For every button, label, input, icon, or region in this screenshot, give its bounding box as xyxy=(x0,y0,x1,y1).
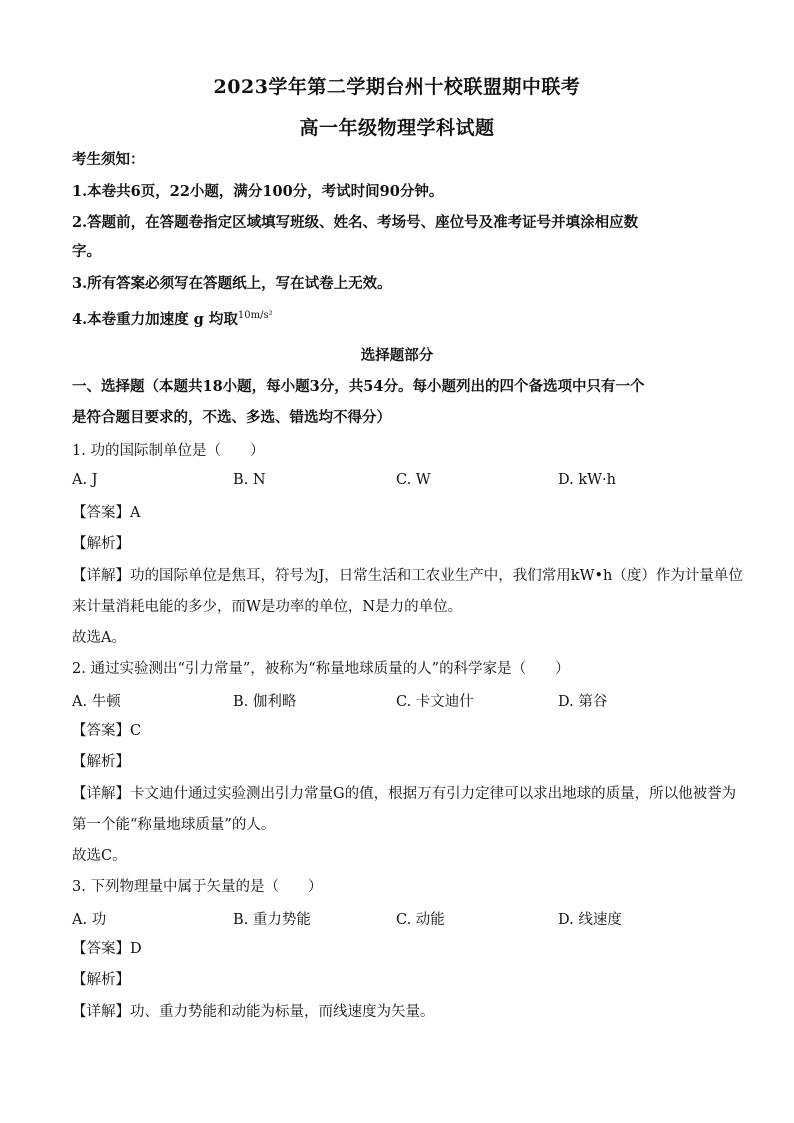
question-1-option-d: D. kW·h xyxy=(558,472,616,488)
exam-title: 2023学年第二学期台州十校联盟期中联考 xyxy=(213,76,581,98)
question-3-options xyxy=(72,908,732,928)
notice-item-2-line2: 字。 xyxy=(72,243,101,260)
question-1-options xyxy=(72,472,732,492)
section-title: 选择题部分 xyxy=(360,347,434,364)
question-1-option-b: B. N xyxy=(233,472,266,488)
gravity-value: 10m/s² xyxy=(237,310,273,321)
question-2-conclusion: 故选C。 xyxy=(72,848,127,864)
notice-heading: 考生须知： xyxy=(72,151,145,168)
question-1-answer: 【答案】A xyxy=(72,505,141,521)
question-1-stem: 1. 功的国际制单位是（ ） xyxy=(72,443,265,459)
notice-item-2-line1: 2.答题前，在答题卷指定区域填写班级、姓名、考场号、座位号及准考证号并填涂相应数 xyxy=(72,214,639,231)
question-2-detail-line2: 第一个能“称量地球质量”的人。 xyxy=(72,817,276,833)
question-3-answer: 【答案】D xyxy=(72,941,142,957)
question-3-detail-line1: 【详解】功、重力势能和动能为标量，而线速度为矢量。 xyxy=(72,1004,435,1020)
question-1-conclusion: 故选A。 xyxy=(72,630,126,646)
question-3-analysis: 【解析】 xyxy=(72,972,130,988)
question-2-analysis: 【解析】 xyxy=(72,754,130,770)
question-2-option-d: D. 第谷 xyxy=(558,694,608,710)
question-1-detail-line2: 来计量消耗电能的多少，而W是功率的单位，N是力的单位。 xyxy=(72,599,463,615)
question-2-option-c: C. 卡文迪什 xyxy=(396,694,474,710)
question-2-option-a: A. 牛顿 xyxy=(72,694,121,710)
question-3-option-c: C. 动能 xyxy=(396,912,445,928)
question-2-stem: 2. 通过实验测出“引力常量”，被称为“称量地球质量的人”的科学家是（ ） xyxy=(72,661,570,677)
question-3-option-a: A. 功 xyxy=(72,912,107,928)
question-3-option-b: B. 重力势能 xyxy=(233,912,311,928)
question-3-option-d: D. 线速度 xyxy=(558,912,622,928)
question-1-analysis: 【解析】 xyxy=(72,536,130,552)
notice-item-4 xyxy=(72,310,732,332)
question-2-options xyxy=(72,690,732,710)
section-intro-line2: 是符合题目要求的，不选、多选、错选均不得分） xyxy=(72,409,391,426)
notice-item-3: 3.所有答案必须写在答题纸上，写在试卷上无效。 xyxy=(72,275,392,292)
question-2-option-b: B. 伽利略 xyxy=(233,694,297,710)
notice-item-1: 1.本卷共6页，22小题，满分100分，考试时间90分钟。 xyxy=(72,183,444,200)
section-intro-line1: 一、选择题（本题共18小题，每小题3分，共54分。每小题列出的四个备选项中只有一个 xyxy=(72,378,645,395)
question-3-stem: 3. 下列物理量中属于矢量的是（ ） xyxy=(72,879,323,895)
exam-subtitle: 高一年级物理学科试题 xyxy=(299,117,495,139)
notice-item-4-text: 4.本卷重力加速度 g 均取 xyxy=(72,311,238,328)
question-2-detail-line1: 【详解】卡文迪什通过实验测出引力常量G的值，根据万有引力定律可以求出地球的质量，所以他被誉为 xyxy=(72,786,737,802)
question-2-answer: 【答案】C xyxy=(72,723,142,739)
question-1-option-a: A. J xyxy=(72,472,98,488)
question-1-detail-line1: 【详解】功的国际单位是焦耳，符号为J，日常生活和工农业生产中，我们常用kW•h（度）作为计量单位 xyxy=(72,568,743,584)
question-1-option-c: C. W xyxy=(396,472,431,488)
